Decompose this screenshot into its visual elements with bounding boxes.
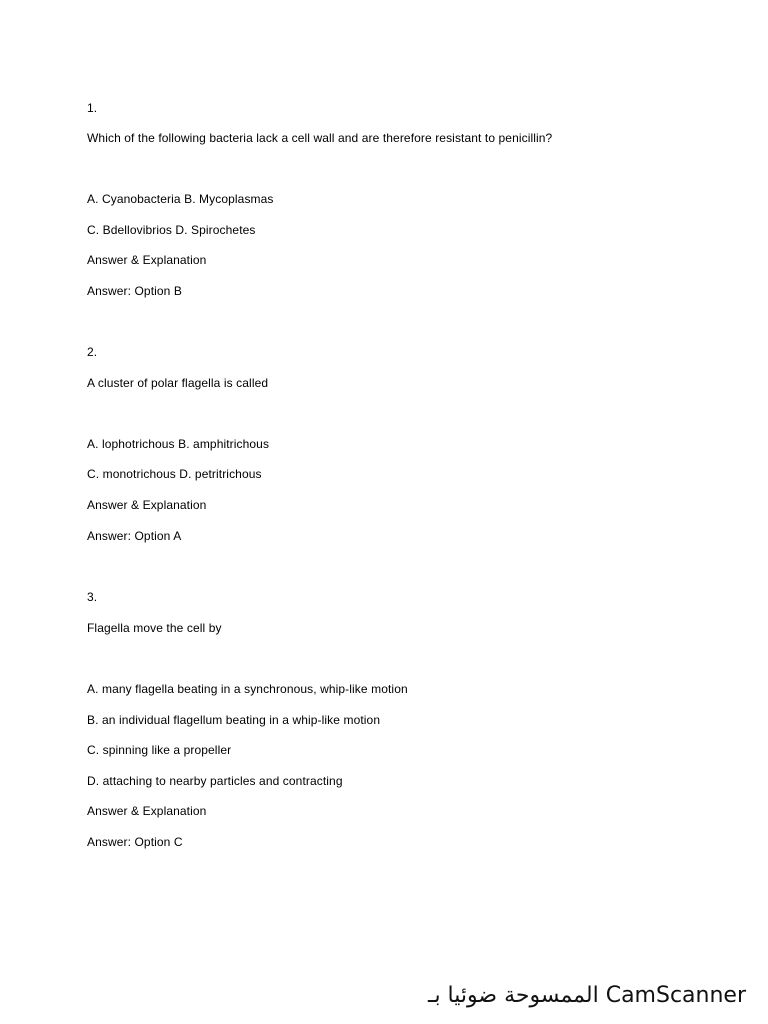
question-2-option-line-1: A. lophotrichous B. amphitrichous — [87, 437, 270, 451]
question-3-option-a: A. many flagella beating in a synchronous, whip-like motion — [87, 682, 408, 696]
question-2-answer: Answer: Option A — [87, 529, 182, 543]
question-3-option-d: D. attaching to nearby particles and contracting — [87, 774, 343, 788]
question-1-text: Which of the following bacteria lack a cell wall and are therefore resistant to penicillin? — [87, 131, 553, 145]
question-3-number: 3. — [87, 590, 98, 604]
question-1-option-line-2: C. Bdellovibrios D. Spirochetes — [87, 223, 256, 237]
question-3-answer: Answer: Option C — [87, 835, 183, 849]
question-1-explanation-label: Answer & Explanation — [87, 253, 207, 267]
question-1-number: 1. — [87, 101, 98, 115]
question-1-option-line-1: A. Cyanobacteria B. Mycoplasmas — [87, 192, 274, 206]
question-2-number: 2. — [87, 345, 98, 359]
question-2-option-line-2: C. monotrichous D. petritrichous — [87, 467, 262, 481]
question-3-explanation-label: Answer & Explanation — [87, 804, 207, 818]
camscanner-watermark: CamScanner الممسوحة ضوئيا بـ — [428, 983, 746, 1008]
question-3-option-b: B. an individual flagellum beating in a whip-like motion — [87, 713, 381, 727]
question-2-text: A cluster of polar flagella is called — [87, 376, 269, 390]
question-2-explanation-label: Answer & Explanation — [87, 498, 207, 512]
question-1-answer: Answer: Option B — [87, 284, 182, 298]
question-3-text: Flagella move the cell by — [87, 621, 222, 635]
question-3-option-c: C. spinning like a propeller — [87, 743, 232, 757]
